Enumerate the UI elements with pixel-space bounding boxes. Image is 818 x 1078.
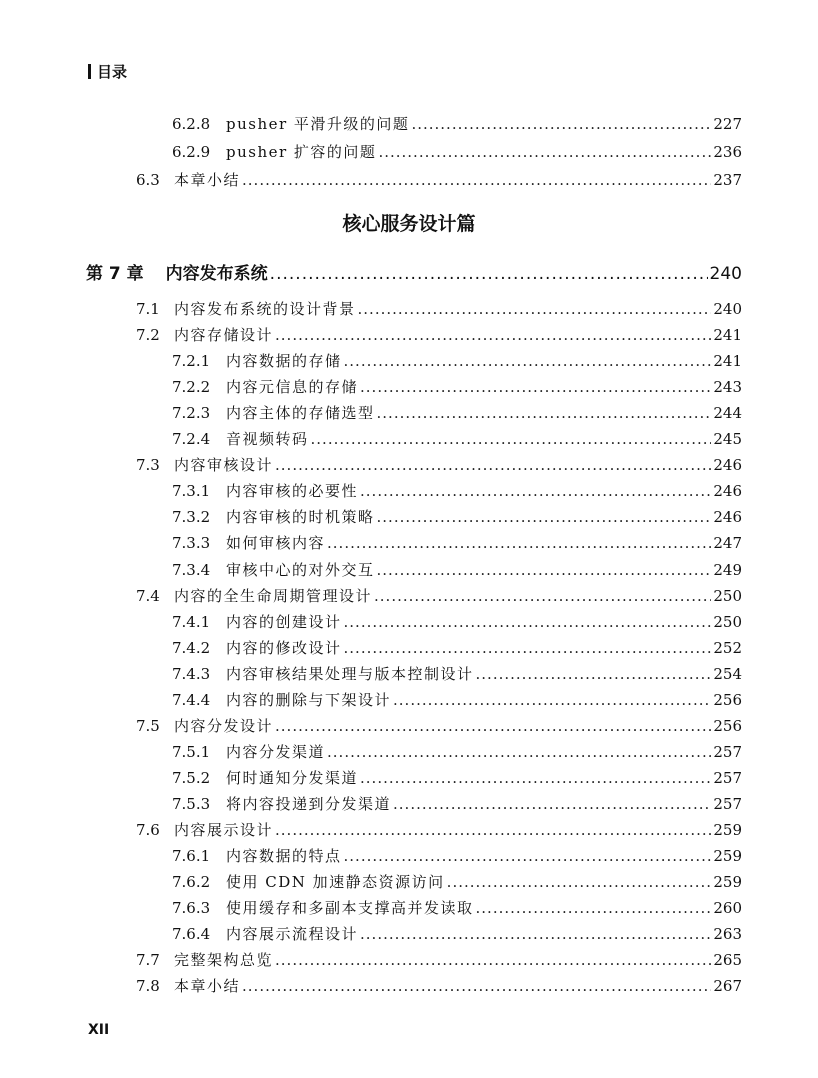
toc-entry-page: 256 <box>713 717 742 735</box>
leader-dots <box>270 264 708 284</box>
toc-entry-number: 7.4.2 <box>172 639 211 657</box>
header-bar <box>88 64 91 79</box>
toc-entry-number: 7.3.3 <box>172 534 211 552</box>
toc-entry[interactable] <box>136 170 742 190</box>
toc-entry-title: 内容审核的必要性 <box>226 482 359 500</box>
toc-entry-number: 7.5 <box>136 717 160 735</box>
toc-entry-number: 7.4.3 <box>172 665 211 683</box>
leader-dots <box>393 690 711 710</box>
toc-entry-title: 内容审核结果处理与版本控制设计 <box>226 665 474 683</box>
toc-entry-page: 259 <box>713 821 742 839</box>
toc-entry-title: 何时通知分发渠道 <box>226 769 359 787</box>
toc-entry-page: 236 <box>713 143 742 161</box>
toc-entry-title: 内容展示流程设计 <box>226 925 359 943</box>
toc-entry[interactable] <box>136 455 742 475</box>
toc-entry-number: 7.1 <box>136 300 160 318</box>
leader-dots <box>327 533 711 553</box>
toc-entry-number: 7.8 <box>136 977 160 995</box>
leader-dots <box>275 716 711 736</box>
toc-entry-number: 7.5.1 <box>172 743 211 761</box>
leader-dots <box>377 403 712 423</box>
leader-dots <box>447 872 712 892</box>
chapter-page: 240 <box>709 264 742 284</box>
toc-entry-title: 内容数据的存储 <box>226 352 342 370</box>
toc-entry[interactable] <box>172 403 742 423</box>
leader-dots <box>377 560 712 580</box>
part-heading: 核心服务设计篇 <box>342 213 476 235</box>
leader-dots <box>360 481 711 501</box>
toc-entry[interactable] <box>172 924 742 944</box>
toc-entry-number: 7.5.2 <box>172 769 211 787</box>
toc-entry[interactable] <box>172 507 742 527</box>
toc-entry[interactable] <box>172 846 742 866</box>
toc-entry-number: 7.3.1 <box>172 482 211 500</box>
toc-entry[interactable] <box>172 429 742 449</box>
toc-entry[interactable] <box>172 742 742 762</box>
toc-entry-title: 如何审核内容 <box>226 534 326 552</box>
toc-entry-page: 257 <box>713 795 742 813</box>
toc-entry-page: 254 <box>713 665 742 683</box>
toc-entry-number: 7.3.4 <box>172 561 211 579</box>
toc-entry[interactable] <box>172 794 742 814</box>
toc-entry-page: 237 <box>713 171 742 189</box>
toc-entry[interactable] <box>136 325 742 345</box>
leader-dots <box>360 377 711 397</box>
leader-dots <box>344 846 712 866</box>
toc-entry-number: 7.4.4 <box>172 691 211 709</box>
chapter-label: 第 7 章 <box>86 264 144 284</box>
toc-entry-page: 244 <box>713 404 742 422</box>
toc-entry-number: 7.4.1 <box>172 613 211 631</box>
toc-entry[interactable] <box>172 560 742 580</box>
toc-entry-title: 内容元信息的存储 <box>226 378 359 396</box>
toc-entry[interactable] <box>172 377 742 397</box>
toc-entry-page: 249 <box>713 561 742 579</box>
toc-entry-number: 7.6.1 <box>172 847 211 865</box>
toc-entry[interactable] <box>172 768 742 788</box>
toc-chapter-7[interactable] <box>86 259 742 284</box>
toc-entry-number: 6.2.9 <box>172 143 211 161</box>
leader-dots <box>344 351 712 371</box>
toc-entry[interactable] <box>172 690 742 710</box>
toc-entry-number: 7.6.3 <box>172 899 211 917</box>
toc-entry-page: 267 <box>713 977 742 995</box>
toc-entry-title: 内容的全生命周期管理设计 <box>174 587 373 605</box>
chapter-title: 内容发布系统 <box>165 264 268 284</box>
leader-dots <box>476 898 712 918</box>
toc-entry-page: 257 <box>713 743 742 761</box>
toc-entry[interactable] <box>172 638 742 658</box>
leader-dots <box>358 299 712 319</box>
toc-entry-number: 7.2.4 <box>172 430 211 448</box>
toc-entry-page: 256 <box>713 691 742 709</box>
toc-entry-title: 内容分发渠道 <box>226 743 326 761</box>
toc-entry-title: 内容的删除与下架设计 <box>226 691 392 709</box>
toc-entry-number: 7.7 <box>136 951 160 969</box>
toc-entry-page: 263 <box>713 925 742 943</box>
toc-entry-title: 使用缓存和多副本支撑高并发读取 <box>226 899 474 917</box>
leader-dots <box>378 142 711 162</box>
toc-entry-page: 250 <box>713 613 742 631</box>
leader-dots <box>275 325 711 345</box>
toc-entry-page: 240 <box>713 300 742 318</box>
toc-entry[interactable] <box>172 351 742 371</box>
toc-entry-number: 7.6.4 <box>172 925 211 943</box>
toc-entry-number: 7.4 <box>136 587 160 605</box>
leader-dots <box>344 612 712 632</box>
toc-entry-number: 7.6.2 <box>172 873 211 891</box>
toc-entry-number: 7.3 <box>136 456 160 474</box>
toc-entry-page: 259 <box>713 847 742 865</box>
leader-dots <box>360 924 711 944</box>
toc-entry[interactable] <box>136 976 742 996</box>
page-number: XII <box>88 1022 110 1038</box>
toc-entry-title: 内容数据的特点 <box>226 847 342 865</box>
leader-dots <box>344 638 712 658</box>
leader-dots <box>242 976 711 996</box>
toc-entry-number: 7.2.1 <box>172 352 211 370</box>
toc-entry-title: 内容发布系统的设计背景 <box>174 300 356 318</box>
leader-dots <box>476 664 712 684</box>
toc-entry-number: 7.2 <box>136 326 160 344</box>
leader-dots <box>275 455 711 475</box>
toc-entry-page: 227 <box>713 115 742 133</box>
header-label: 目录 <box>97 63 128 81</box>
leader-dots <box>242 170 711 190</box>
toc-entry-page: 252 <box>713 639 742 657</box>
toc-entry-page: 246 <box>713 508 742 526</box>
toc-entry-number: 7.2.3 <box>172 404 211 422</box>
toc-entry-number: 7.2.2 <box>172 378 211 396</box>
leader-dots <box>275 820 711 840</box>
toc-entry[interactable] <box>172 142 742 162</box>
toc-entry[interactable] <box>172 898 742 918</box>
toc-entry-title: 本章小结 <box>174 977 241 995</box>
toc-entry-page: 241 <box>713 352 742 370</box>
toc-entry-title: 本章小结 <box>174 171 241 189</box>
running-header <box>88 61 127 82</box>
leader-dots <box>393 794 711 814</box>
toc-entry-title: 内容分发设计 <box>174 717 274 735</box>
leader-dots <box>311 429 712 449</box>
leader-dots <box>374 586 711 606</box>
leader-dots <box>275 950 711 970</box>
toc-entry-title: 内容展示设计 <box>174 821 274 839</box>
toc-entry-page: 243 <box>713 378 742 396</box>
toc-entry-page: 246 <box>713 456 742 474</box>
toc-entry[interactable] <box>136 586 742 606</box>
toc-entry-title: 内容审核设计 <box>174 456 274 474</box>
toc-entry-page: 257 <box>713 769 742 787</box>
toc-entry-number: 6.3 <box>136 171 160 189</box>
toc-entry-page: 245 <box>713 430 742 448</box>
toc-entry[interactable] <box>172 872 742 892</box>
toc-entry-title: 内容主体的存储选型 <box>226 404 375 422</box>
toc-entry-number: 6.2.8 <box>172 115 211 133</box>
toc-entry-title: 内容审核的时机策略 <box>226 508 375 526</box>
toc-entry-page: 246 <box>713 482 742 500</box>
toc-entry-title: 内容存储设计 <box>174 326 274 344</box>
toc-entry-page: 259 <box>713 873 742 891</box>
toc-entry-title: 音视频转码 <box>226 430 309 448</box>
leader-dots <box>360 768 711 788</box>
toc-entry[interactable] <box>136 299 742 319</box>
toc-entry-number: 7.6 <box>136 821 160 839</box>
toc-entry[interactable] <box>136 950 742 970</box>
toc-entry-number: 7.5.3 <box>172 795 211 813</box>
toc-entry[interactable] <box>172 612 742 632</box>
toc-entry[interactable] <box>172 664 742 684</box>
toc-entry-page: 241 <box>713 326 742 344</box>
toc-entry-page: 247 <box>713 534 742 552</box>
toc-entry-title: 内容的修改设计 <box>226 639 342 657</box>
toc-entry-page: 250 <box>713 587 742 605</box>
toc-entry-page: 265 <box>713 951 742 969</box>
toc-entry-title: 审核中心的对外交互 <box>226 561 375 579</box>
toc-entry-title: 内容的创建设计 <box>226 613 342 631</box>
toc-entry-title: 使用 CDN 加速静态资源访问 <box>226 873 445 891</box>
leader-dots <box>327 742 711 762</box>
toc-entry-title: pusher 平滑升级的问题 <box>226 115 410 133</box>
toc-entry[interactable] <box>136 716 742 736</box>
toc-entry[interactable] <box>172 533 742 553</box>
toc-entry[interactable] <box>136 820 742 840</box>
toc-entry-title: pusher 扩容的问题 <box>226 143 377 161</box>
toc-entry-title: 将内容投递到分发渠道 <box>226 795 392 813</box>
toc-entry-page: 260 <box>713 899 742 917</box>
leader-dots <box>377 507 712 527</box>
toc-entry[interactable] <box>172 114 742 134</box>
leader-dots <box>411 114 711 134</box>
toc-entry-number: 7.3.2 <box>172 508 211 526</box>
toc-entry-title: 完整架构总览 <box>174 951 274 969</box>
toc-entry[interactable] <box>172 481 742 501</box>
